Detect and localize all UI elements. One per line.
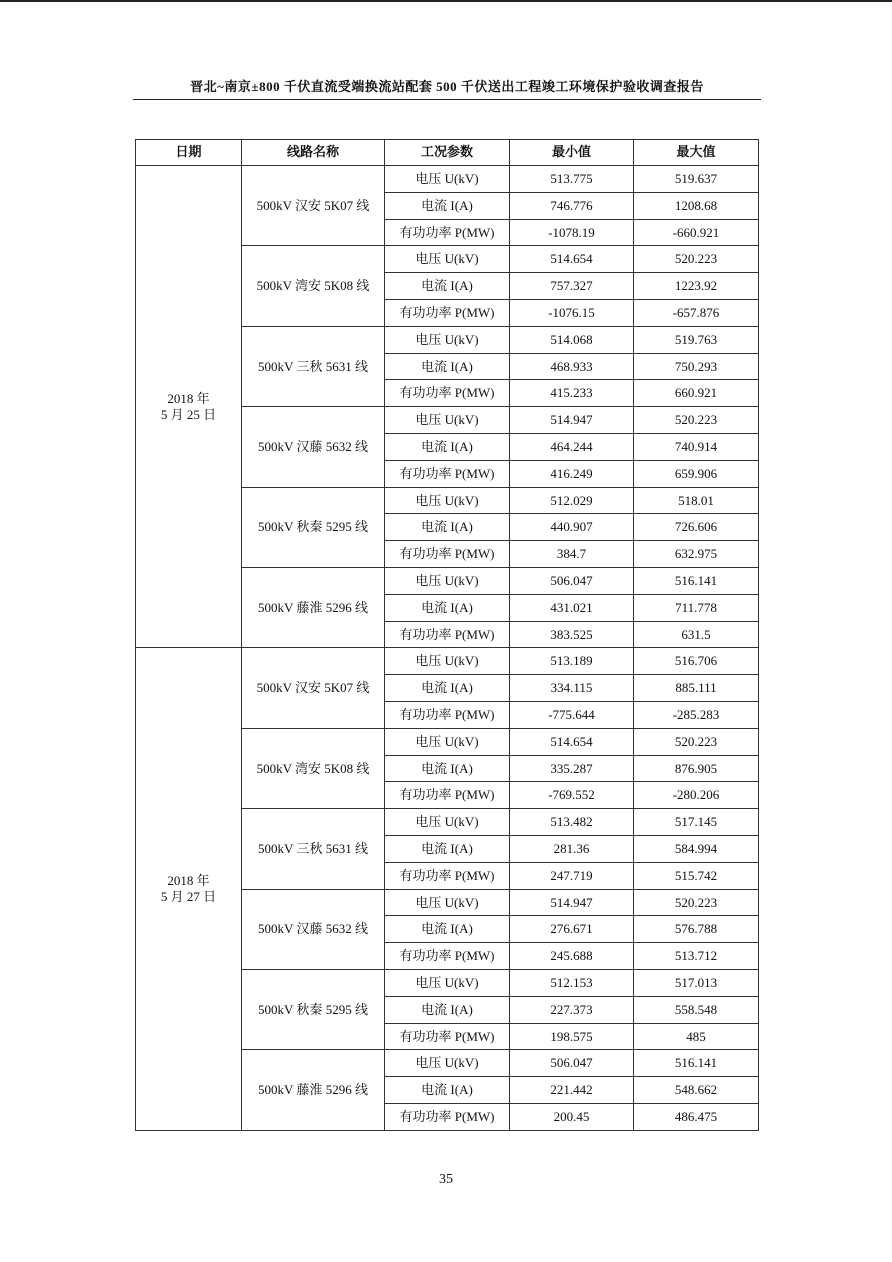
date-year: 2018 年 — [167, 391, 210, 407]
date-month-day: 5 月 25 日 — [160, 406, 217, 422]
min-value-cell: 200.45 — [510, 1103, 634, 1130]
min-value-cell: 221.442 — [510, 1077, 634, 1104]
min-value-cell: 431.021 — [510, 594, 634, 621]
column-header-line-name: 线路名称 — [242, 140, 385, 166]
parameter-cell: 电流 I(A) — [385, 192, 510, 219]
parameter-cell: 有功功率 P(MW) — [385, 460, 510, 487]
column-header-min: 最小值 — [510, 140, 634, 166]
max-value-cell: 516.706 — [634, 648, 759, 675]
date-month-day: 5 月 27 日 — [160, 889, 217, 905]
max-value-cell: 516.141 — [634, 567, 759, 594]
max-value-cell: 517.145 — [634, 809, 759, 836]
header-divider — [133, 99, 761, 100]
parameter-cell: 电流 I(A) — [385, 353, 510, 380]
max-value-cell: 659.906 — [634, 460, 759, 487]
parameter-cell: 电压 U(kV) — [385, 246, 510, 273]
parameter-cell: 电流 I(A) — [385, 594, 510, 621]
parameter-cell: 有功功率 P(MW) — [385, 380, 510, 407]
date-cell — [136, 166, 242, 648]
max-value-cell: 517.013 — [634, 969, 759, 996]
min-value-cell: -1078.19 — [510, 219, 634, 246]
parameter-cell: 有功功率 P(MW) — [385, 541, 510, 568]
parameter-cell: 有功功率 P(MW) — [385, 1023, 510, 1050]
min-value-cell: 506.047 — [510, 1050, 634, 1077]
line-name-cell: 500kV 湾安 5K08 线 — [242, 246, 385, 326]
top-border-line — [0, 0, 892, 2]
max-value-cell: 584.994 — [634, 835, 759, 862]
min-value-cell: -775.644 — [510, 701, 634, 728]
min-value-cell: 514.068 — [510, 326, 634, 353]
column-header-max: 最大值 — [634, 140, 759, 166]
max-value-cell: 516.141 — [634, 1050, 759, 1077]
min-value-cell: 746.776 — [510, 192, 634, 219]
max-value-cell: 519.763 — [634, 326, 759, 353]
parameter-cell: 电压 U(kV) — [385, 567, 510, 594]
max-value-cell: 632.975 — [634, 541, 759, 568]
max-value-cell: 520.223 — [634, 889, 759, 916]
max-value-cell: 558.548 — [634, 996, 759, 1023]
min-value-cell: 513.482 — [510, 809, 634, 836]
max-value-cell: 660.921 — [634, 380, 759, 407]
max-value-cell: 876.905 — [634, 755, 759, 782]
min-value-cell: 757.327 — [510, 273, 634, 300]
parameter-cell: 有功功率 P(MW) — [385, 782, 510, 809]
max-value-cell: 520.223 — [634, 407, 759, 434]
table-row — [136, 166, 759, 193]
max-value-cell: -280.206 — [634, 782, 759, 809]
min-value-cell: 334.115 — [510, 675, 634, 702]
max-value-cell: 520.223 — [634, 246, 759, 273]
max-value-cell: 740.914 — [634, 433, 759, 460]
parameter-cell: 电流 I(A) — [385, 514, 510, 541]
max-value-cell: 518.01 — [634, 487, 759, 514]
min-value-cell: 383.525 — [510, 621, 634, 648]
parameter-cell: 有功功率 P(MW) — [385, 943, 510, 970]
min-value-cell: 512.153 — [510, 969, 634, 996]
max-value-cell: 520.223 — [634, 728, 759, 755]
max-value-cell: 548.662 — [634, 1077, 759, 1104]
min-value-cell: 506.047 — [510, 567, 634, 594]
min-value-cell: 281.36 — [510, 835, 634, 862]
parameter-cell: 电压 U(kV) — [385, 326, 510, 353]
max-value-cell: 515.742 — [634, 862, 759, 889]
report-header-title: 晋北~南京±800 千伏直流受端换流站配套 500 千伏送出工程竣工环境保护验收调查报告 — [190, 79, 704, 94]
min-value-cell: 335.287 — [510, 755, 634, 782]
parameter-cell: 电压 U(kV) — [385, 969, 510, 996]
min-value-cell: 415.233 — [510, 380, 634, 407]
parameter-cell: 电压 U(kV) — [385, 407, 510, 434]
table-body — [136, 166, 759, 1131]
line-name-cell: 500kV 汉藤 5632 线 — [242, 407, 385, 487]
min-value-cell: 468.933 — [510, 353, 634, 380]
table-row — [136, 648, 759, 675]
min-value-cell: 514.947 — [510, 407, 634, 434]
max-value-cell: 1223.92 — [634, 273, 759, 300]
parameter-cell: 电压 U(kV) — [385, 1050, 510, 1077]
parameter-cell: 电流 I(A) — [385, 273, 510, 300]
parameter-cell: 电流 I(A) — [385, 835, 510, 862]
table-header-row — [136, 140, 759, 166]
parameter-cell: 电流 I(A) — [385, 1077, 510, 1104]
parameter-cell: 电流 I(A) — [385, 675, 510, 702]
min-value-cell: 384.7 — [510, 541, 634, 568]
parameter-cell: 有功功率 P(MW) — [385, 621, 510, 648]
max-value-cell: 711.778 — [634, 594, 759, 621]
max-value-cell: 486.475 — [634, 1103, 759, 1130]
page-number: 35 — [439, 1172, 453, 1187]
operating-conditions-table — [135, 139, 759, 1131]
line-name-cell: 500kV 三秋 5631 线 — [242, 809, 385, 889]
min-value-cell: 512.029 — [510, 487, 634, 514]
date-cell — [136, 648, 242, 1130]
min-value-cell: 227.373 — [510, 996, 634, 1023]
parameter-cell: 电压 U(kV) — [385, 487, 510, 514]
max-value-cell: 576.788 — [634, 916, 759, 943]
min-value-cell: -1076.15 — [510, 299, 634, 326]
max-value-cell: -657.876 — [634, 299, 759, 326]
min-value-cell: 513.775 — [510, 166, 634, 193]
max-value-cell: 631.5 — [634, 621, 759, 648]
min-value-cell: 440.907 — [510, 514, 634, 541]
line-name-cell: 500kV 秋秦 5295 线 — [242, 969, 385, 1049]
min-value-cell: -769.552 — [510, 782, 634, 809]
column-header-date: 日期 — [136, 140, 242, 166]
parameter-cell: 电压 U(kV) — [385, 648, 510, 675]
min-value-cell: 245.688 — [510, 943, 634, 970]
max-value-cell: 513.712 — [634, 943, 759, 970]
max-value-cell: 1208.68 — [634, 192, 759, 219]
max-value-cell: -660.921 — [634, 219, 759, 246]
parameter-cell: 电压 U(kV) — [385, 728, 510, 755]
line-name-cell: 500kV 藤淮 5296 线 — [242, 567, 385, 647]
parameter-cell: 电流 I(A) — [385, 433, 510, 460]
min-value-cell: 464.244 — [510, 433, 634, 460]
min-value-cell: 514.947 — [510, 889, 634, 916]
parameter-cell: 有功功率 P(MW) — [385, 1103, 510, 1130]
line-name-cell: 500kV 湾安 5K08 线 — [242, 728, 385, 808]
parameter-cell: 电流 I(A) — [385, 996, 510, 1023]
max-value-cell: 726.606 — [634, 514, 759, 541]
max-value-cell: 885.111 — [634, 675, 759, 702]
max-value-cell: 519.637 — [634, 166, 759, 193]
parameter-cell: 电压 U(kV) — [385, 166, 510, 193]
min-value-cell: 198.575 — [510, 1023, 634, 1050]
min-value-cell: 513.189 — [510, 648, 634, 675]
min-value-cell: 514.654 — [510, 728, 634, 755]
line-name-cell: 500kV 汉安 5K07 线 — [242, 166, 385, 246]
line-name-cell: 500kV 秋秦 5295 线 — [242, 487, 385, 567]
parameter-cell: 电压 U(kV) — [385, 889, 510, 916]
max-value-cell: 750.293 — [634, 353, 759, 380]
parameter-cell: 有功功率 P(MW) — [385, 862, 510, 889]
line-name-cell: 500kV 汉安 5K07 线 — [242, 648, 385, 728]
parameter-cell: 有功功率 P(MW) — [385, 701, 510, 728]
min-value-cell: 416.249 — [510, 460, 634, 487]
max-value-cell: -285.283 — [634, 701, 759, 728]
line-name-cell: 500kV 三秋 5631 线 — [242, 326, 385, 406]
parameter-cell: 电流 I(A) — [385, 755, 510, 782]
min-value-cell: 276.671 — [510, 916, 634, 943]
line-name-cell: 500kV 汉藤 5632 线 — [242, 889, 385, 969]
parameter-cell: 电流 I(A) — [385, 916, 510, 943]
max-value-cell: 485 — [634, 1023, 759, 1050]
parameter-cell: 有功功率 P(MW) — [385, 299, 510, 326]
parameter-cell: 有功功率 P(MW) — [385, 219, 510, 246]
min-value-cell: 247.719 — [510, 862, 634, 889]
parameter-cell: 电压 U(kV) — [385, 809, 510, 836]
line-name-cell: 500kV 藤淮 5296 线 — [242, 1050, 385, 1130]
date-year: 2018 年 — [167, 873, 210, 889]
min-value-cell: 514.654 — [510, 246, 634, 273]
column-header-parameter: 工况参数 — [385, 140, 510, 166]
